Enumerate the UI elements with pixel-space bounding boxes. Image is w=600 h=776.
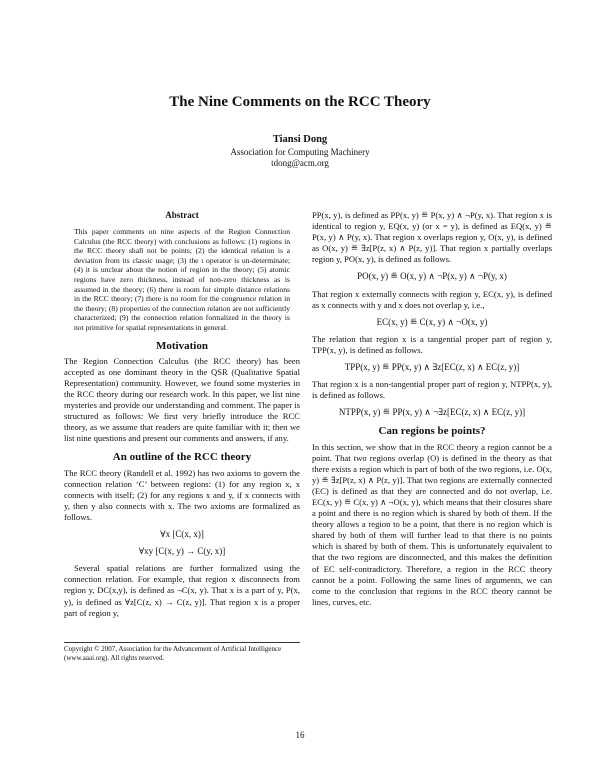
author-affiliation: Association for Computing Machinery: [230, 147, 370, 157]
axiom-2: ∀xy [C(x, y) → C(y, x)]: [138, 546, 226, 557]
equation-ec: EC(x, y) ≝ C(x, y) ∧ ¬O(x, y): [376, 316, 488, 327]
page-number: 16: [295, 730, 305, 740]
author-name: Tiansi Dong: [272, 134, 328, 145]
left-column: [64, 210, 300, 621]
equation-ntpp: NTPP(x, y) ≝ PP(x, y) ∧ ¬∃z[EC(z, x) ∧ EC(z, y)]: [338, 407, 526, 418]
motivation-text: The Region Connection Calculus (the RCC theory) has been accepted as one dominant theory in the QSR (Qualitative Spatial Representation) community. However, we found some mysteries in the RCC theory during our research work. In this paper, we list nine mysteries and provide our understanding and comment. The paper is structured as follows: We first very briefly introduce the RCC theory, as we assume that readers are quite familiar with it; then we list nine questions and present our comments and answers, if any.: [64, 355, 300, 444]
outline-paragraph-1: The RCC theory (Randell et al. 1992) has two axioms to govern the connection relation ‘C’ between regions: (1) for any region x, x connects with itself; (2) for any regions x and y, if x connects with y, then y also connects with x. The two axioms are formalized as follows.: [64, 467, 300, 522]
outline-paragraph-2: Several spatial relations are further formalized using the connection relation. For example, that region x disconnects from region y, DC(x,y), is defined as ¬C(x, y). That x is a part of y, P(x, y), is defined as ∀z[C(z, x) → C(z, y)]. That region x is a proper part of region y,: [64, 563, 300, 618]
copyright-footer: Copyright © 2007, Association for the Advancement of Artificial Intelligence (www.aaai.org). All rights reserved.: [64, 642, 300, 663]
ntpp-paragraph: That region x is a non-tangential proper part of region y, NTPP(x, y), is defined as follows.: [312, 379, 552, 401]
ec-paragraph: That region x externally connects with region y, EC(x, y), is defined as x connects with y and x does not overlap y, i.e.,: [312, 288, 552, 310]
equation-po: PO(x, y) ≝ O(x, y) ∧ ¬P(x, y) ∧ ¬P(y, x): [357, 271, 507, 282]
equation-tpp: TPP(x, y) ≝ PP(x, y) ∧ ∃z[EC(z, x) ∧ EC(z, y)]: [344, 362, 520, 373]
definitions-paragraph: PP(x, y), is defined as PP(x, y) ≝ P(x, y) ∧ ¬P(y, x). That region x is identical to region y, EQ(x, y) (or x = y), is defined as EQ(x, y) ≝ P(x, y) ∧ P(y, x). That region x overlaps region y, O(x, y), is defined as O(x, y) ≝ ∃z[P(z, x) ∧ P(z, y)]. That region x partially overlaps region y, PO(x, y), is defined as follows.: [312, 210, 552, 265]
right-column: [312, 210, 552, 610]
points-heading: Can regions be points?: [378, 425, 486, 438]
abstract-text: This paper comments on nine aspects of the Region Connection Calculus (the RCC theory) with conclusions as follows: (1) regions in the RCC theory shall not be points; (2) the identical relation is a deviation from its classic usage; (3) the ι operator is un-determinate; (4) it is unclear about the notion of region in the theory; (5) atomic regions have zero thickness, instead of non-zero thickness as is assumed in the theory; (6) there is room for simple distance relations in the RCC theory; (7) there is no room for the congruence relation in the theory; (8) properties of the connection relation are not sufficiently characterized; (9) the connection relation formalized in the theory is not primitive for spatial representations in general.: [74, 227, 290, 333]
abstract-heading: Abstract: [165, 210, 199, 220]
motivation-heading: Motivation: [156, 339, 208, 352]
paper-title: The Nine Comments on the RCC Theory: [169, 94, 431, 110]
axiom-1: ∀x [C(x, x)]: [160, 529, 204, 540]
tpp-paragraph: The relation that region x is a tangential proper part of region y, TPP(x, y), is defined as follows.: [312, 333, 552, 355]
author-email: tdong@acm.org: [271, 158, 329, 168]
points-paragraph: In this section, we show that in the RCC theory a region cannot be a point. That two regions overlap (O) is defined in the theory as that there exists a region which is part of both of the two regions, i.e. O(x, y) ≝ ∃z[P(z, x) ∧ P(z, y)]. That two regions are externally connected (EC) is defined as that they are connected and do not overlap, i.e. EC(x, y) ≝ C(x, y) ∧ ¬O(x, y), which means that their closures share a point and there is no region which is shared by both of them. If the theory allows a region to be a point, that there is no region which is shared by both of them will further lead to that there is no points which is shared by both of them. This is unfortunately equivalent to that the two regions are disconnected, and this makes the definition of EC self-contradictory. Therefore, a region in the RCC theory cannot be a point. Following the same lines of arguments, we can come to the conclusion that regions in the RCC theory cannot be lines, curves, etc.: [312, 441, 552, 607]
outline-heading: An outline of the RCC theory: [112, 451, 252, 464]
